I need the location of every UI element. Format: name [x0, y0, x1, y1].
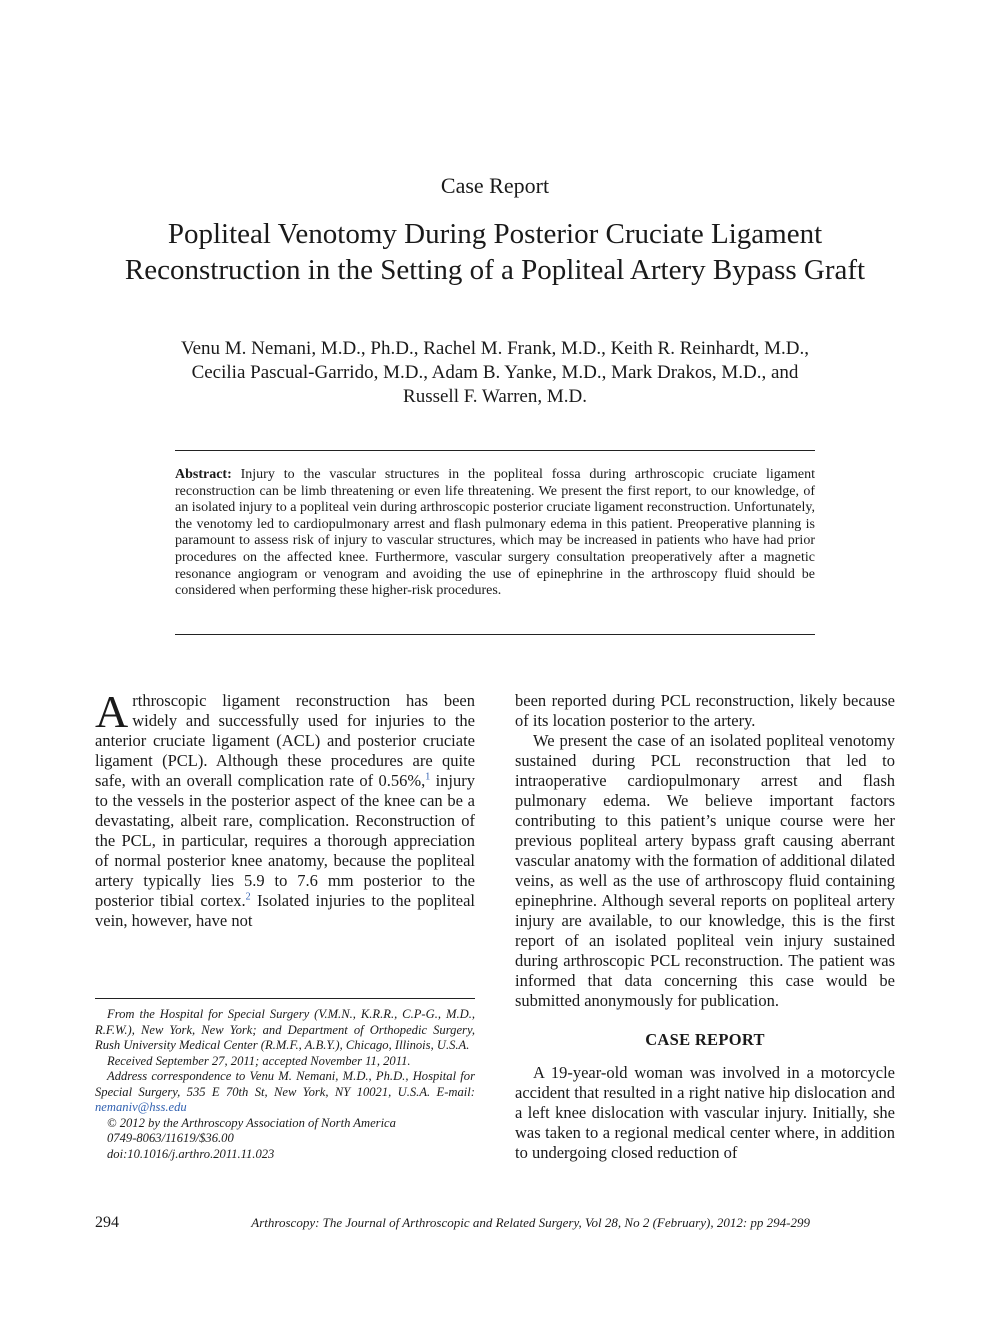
article-title [60, 216, 930, 288]
article-type-label: Case Report [440, 173, 550, 198]
abstract-label: Abstract: [175, 467, 232, 482]
copyright-note: © 2012 by the Arthroscopy Association of North America [107, 1115, 396, 1130]
received-note: Received September 27, 2011; accepted November 11, 2011. [107, 1053, 411, 1068]
footnotes [95, 1007, 475, 1162]
correspondence-note [95, 1069, 475, 1116]
affiliation-note: From the Hospital for Special Surgery (V.M.N., K.R.R., C.P-G., M.D., R.F.W.), New York, New York; and Department of Orthopedic Surgery, Rush University Medical Center (R.M.F., A.B.Y.), Chicago, Illinois, U.S.A. [95, 1007, 475, 1052]
email-link[interactable]: nemaniv@hss.edu [95, 1100, 187, 1114]
authors-line-3: Russell F. Warren, M.D. [403, 386, 587, 407]
author-list [130, 337, 860, 409]
title-line-2: Reconstruction in the Setting of a Popliteal Artery Bypass Graft [124, 254, 866, 286]
abstract-bottom-rule [175, 634, 815, 635]
reference-link-1[interactable]: 1 [425, 771, 431, 783]
issn-note: 0749-8063/11619/$36.00 [107, 1131, 234, 1145]
authors-line-1: Venu M. Nemani, M.D., Ph.D., Rachel M. Frank, M.D., Keith R. Reinhardt, M.D., [180, 338, 809, 359]
doi-note: doi:10.1016/j.arthro.2011.11.023 [107, 1146, 275, 1161]
section-heading: CASE REPORT [645, 1030, 765, 1049]
title-line-1: Popliteal Venotomy During Posterior Cruciate Ligament [167, 218, 823, 250]
footnote-rule [95, 998, 475, 999]
drop-cap: A [95, 686, 129, 737]
intro-text-b: injury to the vessels in the posterior aspect of the knee can be a devastating, albeit rare, complication. Reconstruction of the PCL, in particular, requires a thorough appreciation of normal posterior knee anatomy, because the popliteal artery typically lies 5.9 to 7.6 mm posterior to the posterior tibial cortex. [95, 771, 475, 910]
abstract [175, 467, 815, 600]
left-column [95, 686, 475, 931]
intro-text-c: Isolated injuries to the popliteal vein, however, have not [95, 891, 475, 930]
case-summary-paragraph: We present the case of an isolated popliteal venotomy sustained during PCL reconstruction that led to intraoperative cardiopulmonary arrest and flash pulmonary edema. We believe important factors contributing to this patient’s unique course were her previous popliteal artery bypass graft causing aberrant vascular anatomy with the formation of additional dilated veins, as well as the use of arthroscopy fluid containing epinephrine. Although several reports on popliteal artery injury are available, to our knowledge, this is the first report of an isolated popliteal vein injury sustained during arthroscopic PCL reconstruction. The patient was informed that data concerning this case would be submitted anonymously for publication. [515, 731, 895, 1010]
right-column [515, 691, 895, 1163]
abstract-text: Injury to the vascular structures in the popliteal fossa during arthroscopic cruciate ligament reconstruction can be limb threatening or even life threatening. We present the first report, to our knowledge, of an isolated injury to a popliteal vein during arthroscopic posterior cruciate ligament reconstruction. Unfortunately, the venotomy led to cardiopulmonary arrest and flash pulmonary edema in this patient. Preoperative planning is paramount to assess risk of injury to vascular structures, which may be increased in patients who have had prior procedures on the affected knee. Furthermore, vascular surgery consultation preoperatively after a magnetic resonance angiogram or venogram and avoiding the use of epinephrine in the arthroscopy fluid should be considered when performing these higher-risk procedures. [175, 467, 815, 599]
intro-text-a: rthroscopic ligament reconstruction has been widely and successfully used for injuries to the anterior cruciate ligament (ACL) and posterior cruciate ligament (PCL). Although these procedures are quite safe, with an overall complication rate of 0.56%, [95, 691, 475, 790]
intro-continued: been reported during PCL reconstruction, likely because of its location posterior to the artery. [515, 691, 895, 730]
abstract-top-rule [175, 450, 815, 451]
case-report-paragraph: A 19-year-old woman was involved in a motorcycle accident that resulted in a right native hip dislocation and a left knee dislocation with vascular injury. Initially, she was taken to a regional medical center where, in addition to undergoing closed reduction of [515, 1063, 895, 1162]
reference-link-2[interactable]: 2 [245, 891, 251, 903]
journal-citation: Arthroscopy: The Journal of Arthroscopic and Related Surgery, Vol 28, No 2 (February), 2012: pp 294-299 [251, 1215, 810, 1230]
correspondence-text: Address correspondence to Venu M. Nemani, M.D., Ph.D., Hospital for Special Surgery, 535 E 70th St, New York, NY 10021, U.S.A. E-mail: [95, 1069, 475, 1099]
page-number: 294 [95, 1214, 119, 1231]
intro-paragraph [95, 686, 475, 931]
authors-line-2: Cecilia Pascual-Garrido, M.D., Adam B. Yanke, M.D., Mark Drakos, M.D., and [191, 362, 799, 383]
